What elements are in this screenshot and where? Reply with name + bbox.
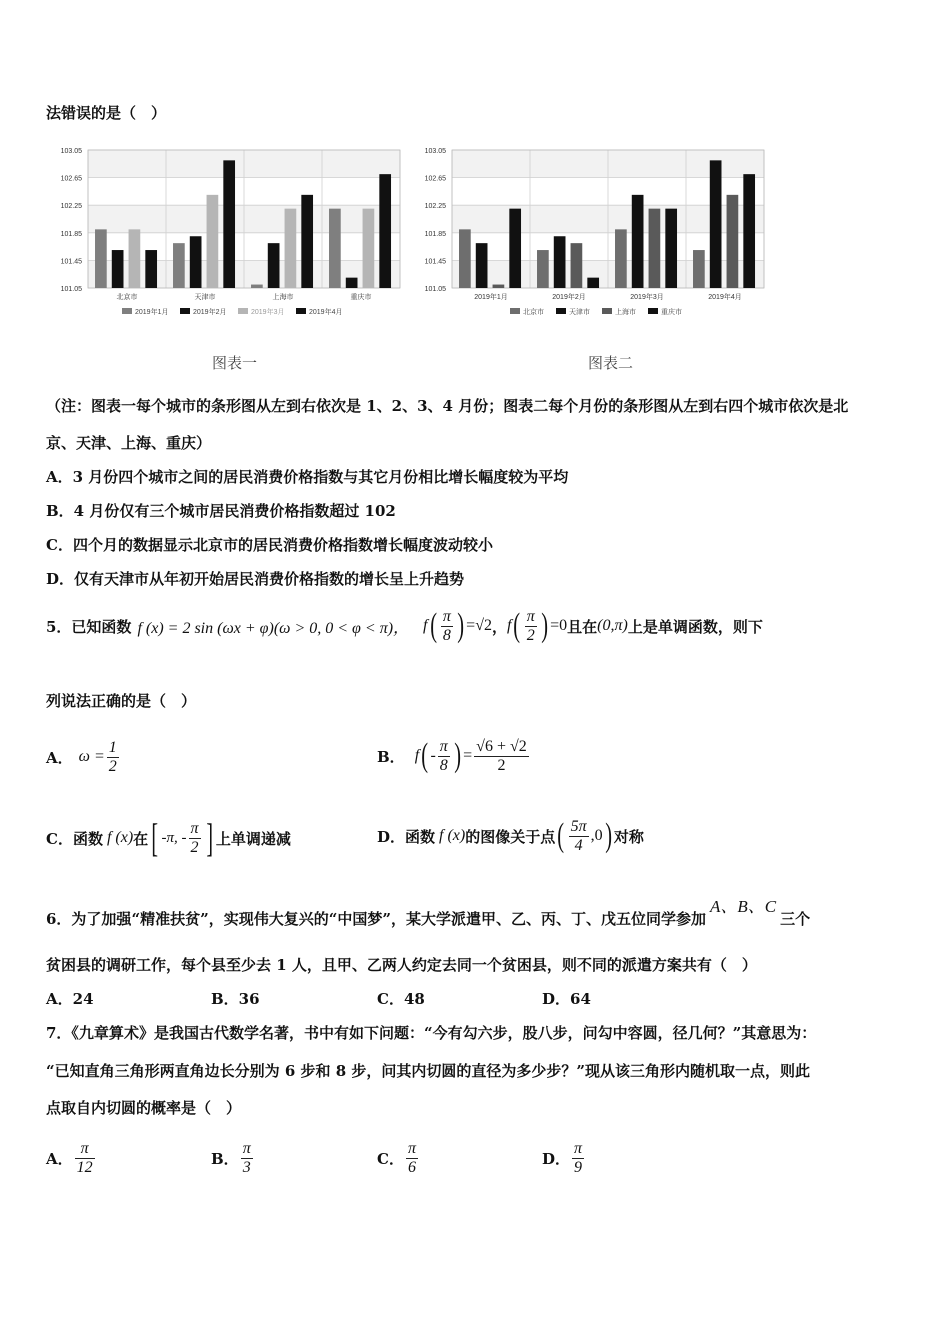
bar-上海市 [493,285,505,288]
legend-label: 北京市 [523,309,544,316]
bar-北京市 [615,229,627,288]
legend-label: 重庆市 [661,309,682,316]
y-tick-label: 103.05 [424,148,446,155]
q7-line2: “已知直角三角形两直角边长分别为 6 步和 8 步，问其内切圆的直径为多少步？”现从该三角形内随机取一点，则此 [46,1062,811,1080]
y-tick-label: 101.85 [424,230,446,238]
bar-上海市 [571,243,583,288]
legend-swatch [510,308,520,314]
bar-2019年1月 [95,229,107,288]
q7-option-c: C． $\frac{\pi}{6}$ [377,1139,416,1176]
q5-eq1: =√2 [466,617,492,634]
bar-2019年2月 [190,236,202,288]
legend-label: 2019年1月 [135,309,169,316]
q6-option-b: B．36 [211,990,260,1008]
legend-swatch [180,308,190,314]
legend-swatch [122,308,132,314]
y-tick-label: 101.45 [424,258,446,266]
x-tick-label: 天津市 [194,294,216,301]
bar-天津市 [476,243,488,288]
q6-line2: 贫困县的调研工作，每个县至少去 1 人，且甲、乙两人约定去同一个贫困县，则不同的派遣方案共有（ ） [46,956,757,974]
y-tick-label: 101.05 [424,286,446,293]
legend-label: 2019年4月 [309,309,343,316]
x-tick-label: 2019年3月 [630,294,664,301]
q6-option-c: C．48 [377,990,425,1008]
y-tick-label: 102.25 [424,203,446,211]
q5-prefix: 5．已知函数 [46,617,132,636]
bar-北京市 [693,250,705,288]
legend-label: 天津市 [569,309,590,316]
bar-2019年3月 [207,195,219,288]
q7-line1: 7．《九章算术》是我国古代数学名著，书中有如下问题：“今有勾六步，股八步，问勾中容圆，径几何？”其意思为： [46,1024,817,1042]
bar-2019年2月 [112,250,124,288]
bar-2019年4月 [379,174,391,288]
q6-option-a: A．24 [46,990,94,1008]
chart-one [48,140,418,320]
bar-上海市 [649,209,661,288]
q5-option-c: C．函数 f (x) 在 [ -π, - $\frac{\pi}{2}$ ] 上单调递减 [46,815,291,860]
y-tick-label: 101.85 [60,230,82,238]
bar-重庆市 [743,174,755,288]
y-tick-label: 103.05 [60,148,82,155]
bar-2019年2月 [268,243,280,288]
y-tick-label: 102.25 [60,203,82,211]
q4-option-b: B．4 月份仅有三个城市居民消费价格指数超过 102 [46,502,396,520]
bar-2019年3月 [363,209,375,288]
bar-2019年2月 [346,278,358,288]
legend-swatch [556,308,566,314]
bar-2019年3月 [129,229,141,288]
legend-label: 2019年2月 [193,309,227,316]
legend-swatch [602,308,612,314]
bar-重庆市 [509,209,521,288]
q4-option-c: C．四个月的数据显示北京市的居民消费价格指数增长幅度波动较小 [46,536,493,554]
bar-2019年4月 [223,160,235,288]
bar-2019年4月 [301,195,313,288]
x-tick-label: 上海市 [272,294,294,301]
q5-eq2: =0 [550,617,568,634]
q4-option-d: D．仅有天津市从年初开始居民消费价格指数的增长呈上升趋势 [46,570,465,588]
q4-option-a: A．3 月份四个城市之间的居民消费价格指数与其它月份相比增长幅度较为平均 [46,468,569,486]
legend-swatch [238,308,248,314]
chart-one-caption: 图表一 [212,354,258,372]
q5-frac1: $\frac{\pi}{8}$ [442,607,451,644]
question-header: 法错误的是（ ） [46,104,167,122]
bar-2019年1月 [329,209,341,288]
note-line-2: 京、天津、上海、重庆） [46,434,212,452]
bar-2019年4月 [145,250,157,288]
x-tick-label: 北京市 [116,294,138,301]
y-tick-label: 102.65 [60,175,82,183]
x-tick-label: 2019年4月 [708,294,742,301]
bar-上海市 [727,195,739,288]
bar-天津市 [632,195,644,288]
q5-option-b: B． f ( - $\frac{\pi}{8}$ ) = $\frac{√6 + √2}{2}$ [377,737,527,774]
q5-line2: 列说法正确的是（ ） [46,692,197,710]
q5-sep: ， [491,617,507,636]
q5-cond: 且在 [567,617,598,636]
bar-北京市 [459,229,471,288]
q7-option-d: D． $\frac{\pi}{9}$ [542,1139,583,1176]
q7-line3: 点取自内切圆的概率是（ ） [46,1099,242,1117]
q5-option-a: A． ω = $\frac{1}{2}$ [46,738,117,775]
legend-swatch [648,308,658,314]
bar-2019年1月 [173,243,185,288]
q5-f2: f [507,617,512,634]
note-line-1: （注：图表一每个城市的条形图从左到右依次是 1、2、3、4 月份；图表二每个月份的条形图从左到右四个城市依次是北 [46,397,849,415]
legend-label: 上海市 [615,309,636,316]
y-tick-label: 101.45 [60,258,82,266]
q5-function: f (x) = 2 sin (ωx + φ)(ω > 0, 0 < φ < π)， [137,619,410,637]
q5-suffix: 上是单调函数，则下 [627,617,763,636]
q7-option-b: B． $\frac{\pi}{3}$ [211,1139,251,1176]
x-tick-label: 重庆市 [350,294,372,301]
y-tick-label: 102.65 [424,175,446,183]
legend-swatch [296,308,306,314]
bar-2019年1月 [251,285,263,288]
legend-label: 2019年3月 [251,309,285,316]
x-tick-label: 2019年1月 [474,294,508,301]
bar-天津市 [554,236,566,288]
q5-f1: f [423,617,428,634]
bar-天津市 [710,160,722,288]
bar-重庆市 [665,209,677,288]
q6-option-d: D．64 [542,990,591,1008]
q5-stem: 5．已知函数 f (x) = 2 sin (ωx + φ)(ω > 0, 0 < φ < π)， f ( $\frac{\pi}{8}$ ) =√2 ， f ( $\frac{\pi}{2}$ ) =0 且在 (0,π) 上是单调函数，则下 [46,607,763,644]
q6-line1: 6．为了加强“精准扶贫”，实现伟大复兴的“中国梦”，某大学派遣甲、乙、丙、丁、戊五位同学参加A、B、C三个 [46,897,811,928]
bar-北京市 [537,250,549,288]
q7-option-a: A． $\frac{\pi}{12}$ [46,1139,93,1176]
q5-interval: (0,π) [597,617,628,634]
chart-two [412,140,782,325]
bar-重庆市 [587,278,599,288]
y-tick-label: 101.05 [60,286,82,293]
q6-abc: A、B、C [709,897,777,916]
x-tick-label: 2019年2月 [552,294,586,301]
q5-frac2: $\frac{\pi}{2}$ [526,607,535,644]
bar-2019年3月 [285,209,297,288]
chart-two-caption: 图表二 [588,354,634,372]
q5-option-d: D．函数 f (x) 的图像关于点 ( $\frac{5\pi}{4}$ ,0 ) 对称 [377,817,644,854]
